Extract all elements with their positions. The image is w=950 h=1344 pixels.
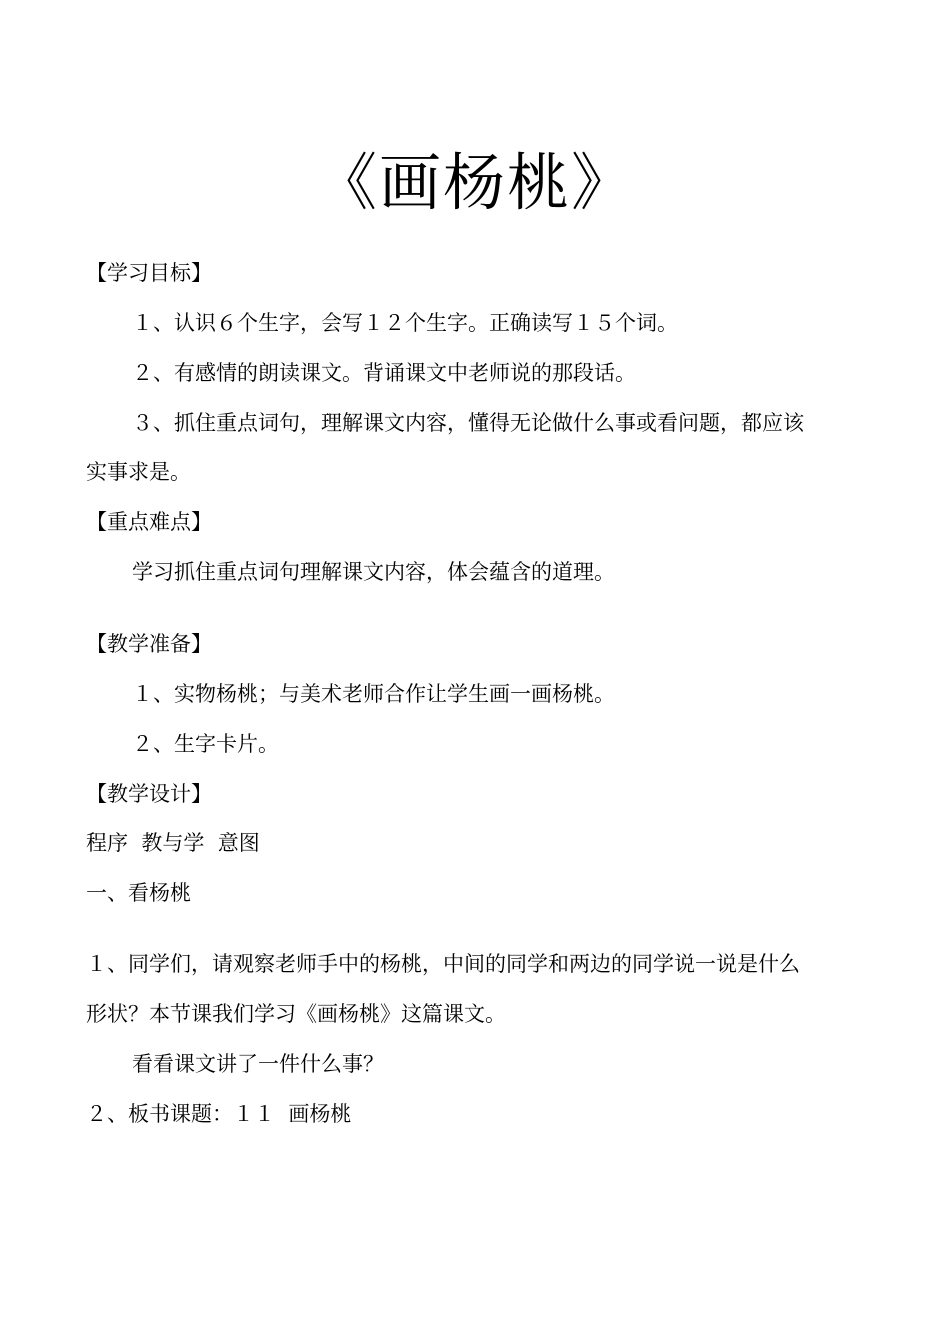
objective-item-1: １、认识６个生字，会写１２个生字。正确读写１５个词。	[132, 311, 678, 335]
design-heading: 【教学设计】	[86, 782, 212, 806]
key-points-text: 学习抓住重点词句理解课文内容，体会蕴含的道理。	[132, 560, 615, 584]
step-1-text-continued: 形状？本节课我们学习《画杨桃》这篇课文。	[86, 1002, 506, 1026]
design-columns: 程序 教与学 意图	[86, 831, 260, 855]
key-points-heading: 【重点难点】	[86, 510, 212, 534]
document-title: 《画杨桃》	[314, 146, 635, 219]
objective-item-3: ３、抓住重点词句，理解课文内容，懂得无论做什么事或看问题，都应该	[132, 411, 804, 435]
section-heading-1: 一、看杨桃	[86, 881, 191, 905]
objectives-heading: 【学习目标】	[86, 261, 212, 285]
objective-item-2: ２、有感情的朗读课文。背诵课文中老师说的那段话。	[132, 361, 636, 385]
preparation-item-1: １、实物杨桃；与美术老师合作让学生画一画杨桃。	[132, 682, 615, 706]
preparation-heading: 【教学准备】	[86, 632, 212, 656]
preparation-item-2: ２、生字卡片。	[132, 732, 279, 756]
step-1-text: １、同学们，请观察老师手中的杨桃，中间的同学和两边的同学说一说是什么	[86, 952, 800, 976]
objective-item-3-continued: 实事求是。	[86, 460, 191, 484]
step-2-text: ２、板书课题：１１ 画杨桃	[86, 1102, 352, 1126]
step-1-question: 看看课文讲了一件什么事？	[132, 1052, 384, 1076]
